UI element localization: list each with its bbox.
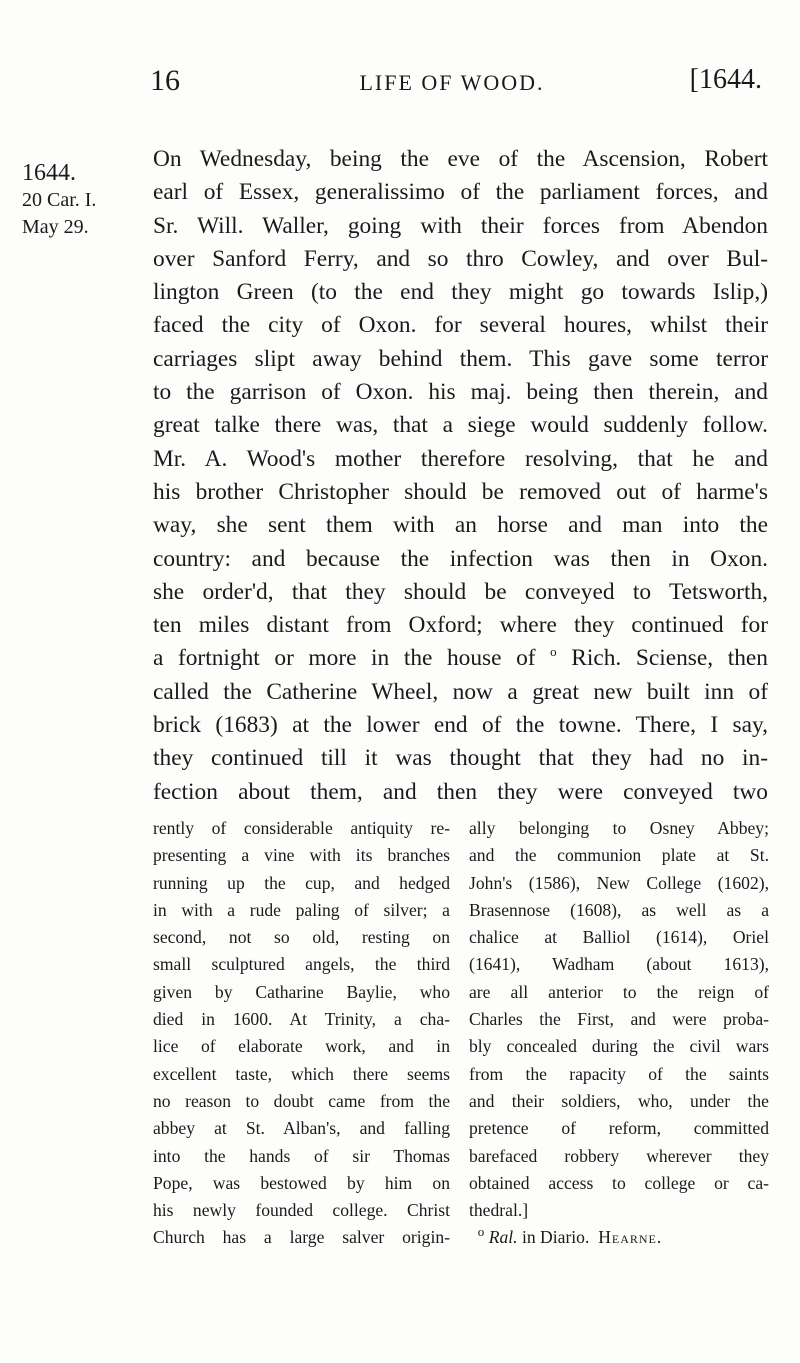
running-year: [1644. bbox=[689, 64, 762, 95]
note-line: into the hands of sir Thomas bbox=[153, 1145, 450, 1166]
note-line: pretence of reform, committed bbox=[469, 1118, 769, 1139]
text-line: over Sanford Ferry, and so thro Cowley, and over Bul- bbox=[153, 245, 768, 272]
text-line: faced the city of Oxon. for several houres, whilst their bbox=[153, 312, 768, 339]
text-line: ten miles distant from Oxford; where they continued for bbox=[153, 612, 768, 639]
text-line: lington Green (to the end they might go towards Islip,) bbox=[153, 279, 768, 306]
footnote-author: Hearne. bbox=[598, 1227, 663, 1248]
text-line: country: and because the infection was then in Oxon. bbox=[153, 545, 768, 572]
note-line: presenting a vine with its branches bbox=[153, 845, 450, 866]
note-line: from the rapacity of the saints bbox=[469, 1063, 769, 1084]
margin-reign: 20 Car. I. bbox=[22, 189, 97, 211]
text-line: Sr. Will. Waller, going with their forces from Abendon bbox=[153, 212, 768, 239]
note-line: small sculptured angels, the third bbox=[153, 954, 450, 975]
note-line: running up the cup, and hedged bbox=[153, 872, 450, 893]
text-line: his brother Christopher should be removed out of harme's bbox=[153, 478, 768, 505]
text-line: fection about them, and then they were conveyed two bbox=[153, 778, 768, 805]
text-line: way, she sent them with an horse and man into the bbox=[153, 512, 768, 539]
note-line: (1641), Wadham (about 1613), bbox=[469, 954, 769, 975]
text-segment: Rich. Sciense, then bbox=[571, 645, 768, 672]
text-line: Mr. A. Wood's mother therefore resolving, that he and bbox=[153, 445, 768, 472]
footnote-marker: o bbox=[477, 1224, 485, 1240]
main-text bbox=[153, 143, 768, 809]
footnote-text: in Diario. bbox=[521, 1227, 590, 1248]
text-line: to the garrison of Oxon. his maj. being then therein, and bbox=[153, 379, 768, 406]
note-line: chalice at Balliol (1614), Oriel bbox=[469, 927, 769, 948]
note-line: Pope, was bestowed by him on bbox=[153, 1172, 450, 1193]
text-line: called the Catherine Wheel, now a great new built inn of bbox=[153, 678, 768, 705]
text-line: she order'd, that they should be conveyed to Tetsworth, bbox=[153, 578, 768, 605]
note-line: Brasennose (1608), as well as a bbox=[469, 899, 769, 920]
footnote bbox=[469, 1224, 769, 1251]
text-line: brick (1683) at the lower end of the towne. There, I say, bbox=[153, 712, 768, 739]
text-line-with-footnote bbox=[153, 642, 768, 675]
note-line: Church has a large salver origin- bbox=[153, 1227, 450, 1248]
note-line: abbey at St. Alban's, and falling bbox=[153, 1118, 450, 1139]
note-line: died in 1600. At Trinity, a cha- bbox=[153, 1009, 450, 1030]
note-line: no reason to doubt came from the bbox=[153, 1090, 450, 1111]
note-line: and the communion plate at St. bbox=[469, 845, 769, 866]
text-line: earl of Essex, generalissimo of the parliament forces, and bbox=[153, 179, 768, 206]
note-line: second, not so old, resting on bbox=[153, 927, 450, 948]
note-line: are all anterior to the reign of bbox=[469, 981, 769, 1002]
running-title: LIFE OF WOOD. bbox=[359, 70, 545, 95]
note-line: ally belonging to Osney Abbey; bbox=[469, 818, 769, 838]
margin-year: 1644. bbox=[22, 160, 76, 186]
footnote-marker: o bbox=[550, 644, 557, 660]
page-number: 16 bbox=[150, 64, 180, 97]
note-line: rently of considerable antiquity re- bbox=[153, 818, 450, 838]
text-line: they continued till it was thought that they had no in- bbox=[153, 745, 768, 772]
footnote-source: Ral. bbox=[488, 1227, 518, 1248]
note-line: and their soldiers, who, under the bbox=[469, 1090, 769, 1111]
text-line: On Wednesday, being the eve of the Ascension, Robert bbox=[153, 146, 768, 172]
note-line: Charles the First, and were proba- bbox=[469, 1009, 769, 1030]
notes-column-right bbox=[469, 815, 769, 1252]
note-line: excellent taste, which there seems bbox=[153, 1063, 450, 1084]
note-line: barefaced robbery wherever they bbox=[469, 1145, 769, 1166]
margin-date: May 29. bbox=[22, 216, 89, 238]
note-line: bly concealed during the civil wars bbox=[469, 1036, 769, 1057]
note-line: given by Catharine Baylie, who bbox=[153, 981, 450, 1002]
running-head bbox=[142, 64, 762, 104]
note-line: his newly founded college. Christ bbox=[153, 1200, 450, 1221]
note-line: thedral.] bbox=[469, 1200, 529, 1221]
notes-column-left bbox=[153, 815, 450, 1252]
note-line: obtained access to college or ca- bbox=[469, 1172, 769, 1193]
text-segment: a fortnight or more in the house of bbox=[153, 645, 536, 672]
note-line: John's (1586), New College (1602), bbox=[469, 872, 769, 893]
note-line: lice of elaborate work, and in bbox=[153, 1036, 450, 1057]
margin-note bbox=[22, 160, 142, 241]
text-line: carriages slipt away behind them. This gave some terror bbox=[153, 345, 768, 372]
note-line: in with a rude paling of silver; a bbox=[153, 899, 450, 920]
text-line: great talke there was, that a siege would suddenly follow. bbox=[153, 412, 768, 439]
